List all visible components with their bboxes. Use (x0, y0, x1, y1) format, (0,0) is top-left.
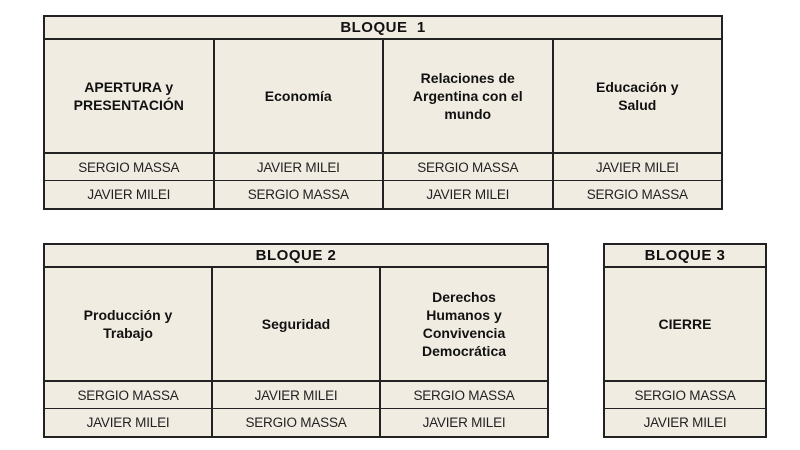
block-2-column (379, 268, 547, 436)
speaker-first: JAVIER MILEI (554, 154, 722, 181)
topic-seguridad: Seguridad (213, 268, 379, 382)
speaker-second: JAVIER MILEI (426, 187, 510, 202)
topic-produccion: Producción y Trabajo (45, 268, 211, 382)
speaker-first: SERGIO MASSA (381, 382, 547, 409)
block-2-column (45, 268, 211, 436)
block-1-column (45, 40, 213, 208)
speaker-first: JAVIER MILEI (213, 382, 379, 409)
block-2-title: BLOQUE 2 (45, 245, 547, 268)
speaker-second: SERGIO MASSA (245, 415, 347, 430)
topic-derechos-humanos: Derechos Humanos y Convivencia Democrática (381, 268, 547, 382)
topic-economia: Economía (215, 40, 383, 154)
block-1-table (43, 15, 723, 210)
block-2-table (43, 243, 549, 438)
speaker-second: JAVIER MILEI (643, 415, 727, 430)
block-1-column (382, 40, 552, 208)
topic-relaciones: Relaciones de Argentina con el mundo (384, 40, 552, 154)
speaker-second: SERGIO MASSA (247, 187, 349, 202)
block-3-title: BLOQUE 3 (605, 245, 765, 268)
speaker-second: JAVIER MILEI (422, 415, 506, 430)
topic-educacion: Educación y Salud (554, 40, 722, 154)
topic-apertura: APERTURA y PRESENTACIÓN (45, 40, 213, 154)
block-3-table (603, 243, 767, 438)
block-2-column (211, 268, 379, 436)
block-3-column (605, 268, 765, 436)
speaker-second: JAVIER MILEI (86, 415, 170, 430)
speaker-second: JAVIER MILEI (87, 187, 171, 202)
topic-cierre: CIERRE (605, 268, 765, 382)
speaker-second: SERGIO MASSA (586, 187, 688, 202)
speaker-first: SERGIO MASSA (45, 154, 213, 181)
block-1-title: BLOQUE 1 (45, 17, 721, 40)
speaker-first: SERGIO MASSA (384, 154, 552, 181)
block-1-column (213, 40, 383, 208)
speaker-first: JAVIER MILEI (215, 154, 383, 181)
speaker-first: SERGIO MASSA (605, 382, 765, 409)
speaker-first: SERGIO MASSA (45, 382, 211, 409)
block-1-column (552, 40, 722, 208)
